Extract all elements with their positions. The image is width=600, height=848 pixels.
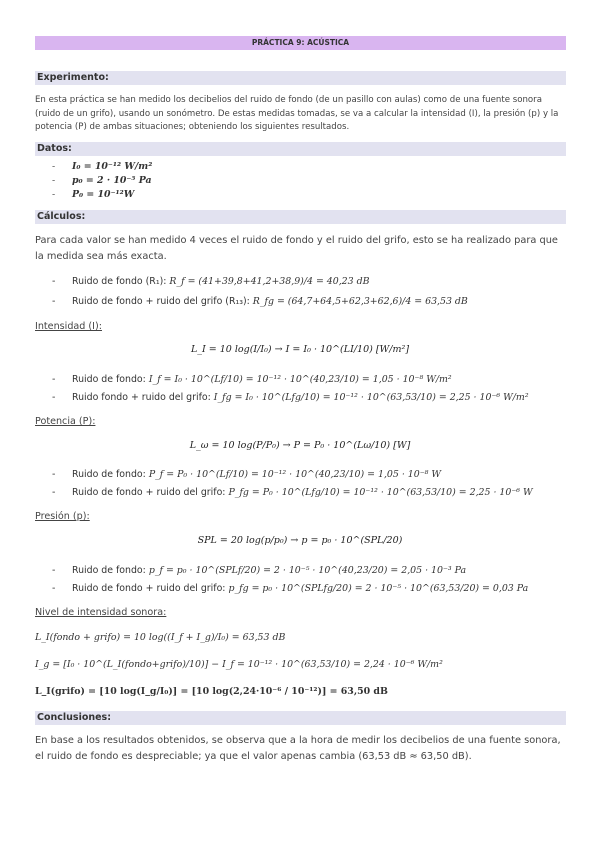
potencia-heading: Potencia (P): bbox=[35, 416, 96, 427]
intensidad-heading: Intensidad (I): bbox=[35, 321, 102, 332]
conclusiones-text: En base a los resultados obtenidos, se observa que a la hora de medir los decibelios de una fuente sonora, el ruido de fondo es despreciable; ya que el valor apenas cambia (63,53 dB ≈ 63,50 dB). bbox=[35, 735, 561, 762]
section-heading-experimento: Experimento: bbox=[35, 71, 566, 85]
nivel-line: L_I(grifo) = [10 log(I_g/I₀)] = [10 log(2,24·10⁻⁶ / 10⁻¹²)] = 63,50 dB bbox=[35, 686, 388, 697]
page-title: PRÁCTICA 9: ACÚSTICA bbox=[35, 36, 566, 50]
presion-heading: Presión (p): bbox=[35, 511, 90, 522]
potencia-item: - Ruido de fondo: P_f = P₀ · 10^(Lf/10) = 10⁻¹² · 10^(40,23/10) = 1,05 · 10⁻⁸ W bbox=[52, 469, 442, 480]
potencia-main-formula: L_ω = 10 log(P/P₀) → P = P₀ · 10^(Lω/10) [W] bbox=[189, 440, 411, 451]
nivel-heading: Nivel de intensidad sonora: bbox=[35, 607, 167, 618]
intensidad-main-formula: L_I = 10 log(I/I₀) → I = I₀ · 10^(LI/10) [W/m²] bbox=[190, 344, 410, 355]
section-heading-conclusiones: Conclusiones: bbox=[35, 711, 566, 725]
media-item: - Ruido de fondo (R₁): R_f = (41+39,8+41,2+38,9)/4 = 40,23 dB bbox=[52, 276, 370, 287]
experimento-text: En esta práctica se han medido los decibelios del ruido de fondo (de un pasillo con aulas) como de una fuente sonora (ruido de un grifo), usando un sonómetro. De estas medidas tomadas, se va a calcular la intensidad (I), la presión (p) y la potencia (P) de ambas situaciones; obteniendo los siguientes resultados. bbox=[35, 95, 559, 132]
intensidad-item: - Ruido fondo + ruido del grifo: I_fg = I₀ · 10^(Lfg/10) = 10⁻¹² · 10^(63,53/10) = 2,25 · 10⁻⁶ W/m² bbox=[52, 392, 529, 403]
nivel-line: I_g = [I₀ · 10^(L_I(fondo+grifo)/10)] − I_f = 10⁻¹² · 10^(63,53/10) = 2,24 · 10⁻⁶ W/m² bbox=[35, 659, 443, 670]
datos-item: - p₀ = 2 · 10⁻⁵ Pa bbox=[52, 175, 152, 186]
presion-item: - Ruido de fondo: p_f = p₀ · 10^(SPLf/20) = 2 · 10⁻⁵ · 10^(40,23/20) = 2,05 · 10⁻³ Pa bbox=[52, 565, 467, 576]
datos-item: - I₀ = 10⁻¹² W/m² bbox=[52, 161, 153, 172]
media-item: - Ruido de fondo + ruido del grifo (R₁₃): R_fg = (64,7+64,5+62,3+62,6)/4 = 63,53 dB bbox=[52, 296, 468, 307]
section-heading-datos: Datos: bbox=[35, 142, 566, 156]
section-heading-calculos: Cálculos: bbox=[35, 210, 566, 224]
potencia-item: - Ruido de fondo + ruido del grifo: P_fg = P₀ · 10^(Lfg/10) = 10⁻¹² · 10^(63,53/10) = 2,25 · 10⁻⁶ W bbox=[52, 487, 533, 498]
nivel-line: L_I(fondo + grifo) = 10 log((I_f + I_g)/I₀) = 63,53 dB bbox=[35, 632, 286, 643]
intensidad-item: - Ruido de fondo: I_f = I₀ · 10^(Lf/10) = 10⁻¹² · 10^(40,23/10) = 1,05 · 10⁻⁸ W/m² bbox=[52, 374, 452, 385]
presion-item: - Ruido de fondo + ruido del grifo: p_fg = p₀ · 10^(SPLfg/20) = 2 · 10⁻⁵ · 10^(63,53/20) = 0,03 Pa bbox=[52, 583, 529, 594]
calculos-intro: Para cada valor se han medido 4 veces el ruido de fondo y el ruido del grifo, esto se ha realizado para que la medida sea más exacta. bbox=[35, 235, 558, 262]
datos-item: - P₀ = 10⁻¹²W bbox=[52, 189, 135, 200]
presion-main-formula: SPL = 20 log(p/p₀) → p = p₀ · 10^(SPL/20) bbox=[197, 535, 403, 546]
